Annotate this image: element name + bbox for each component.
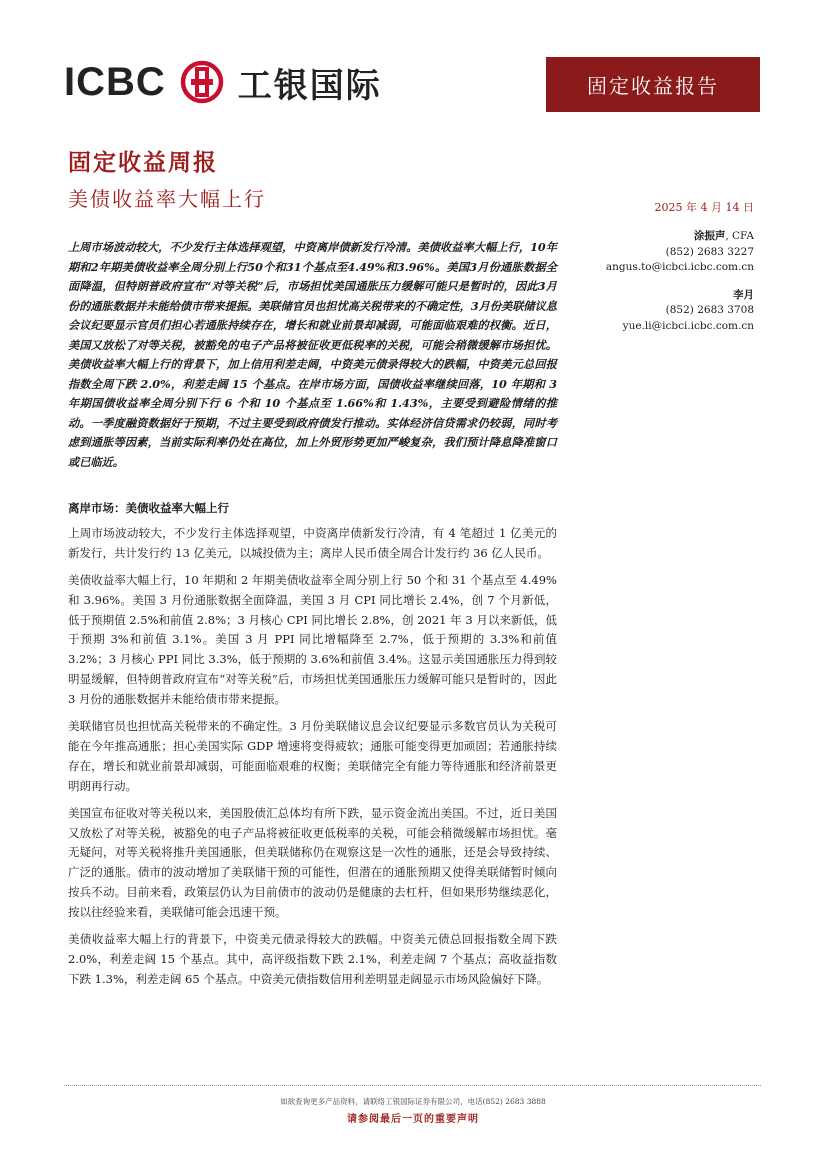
report-type-banner: 固定收益报告	[546, 57, 760, 112]
summary-block	[68, 238, 557, 472]
report-title: 固定收益周报	[68, 150, 218, 176]
analyst-suffix: , CFA	[725, 230, 754, 242]
analyst-card	[534, 229, 754, 276]
body-paragraph: 上周市场波动较大，不少发行主体选择观望，中资离岸债新发行冷清，有 4 笔超过 1 亿美元的新发行，共计发行约 13 亿美元，以城投债为主；离岸人民币债全周合计发行约 36 亿人民币。	[68, 526, 557, 560]
body-paragraph: 美债收益率大幅上行，10 年期和 2 年期美债收益率全周分别上行 50 个和 31 个基点至 4.49%和 3.96%。美国 3 月份通胀数据全面降温，美国 3 月 CPI 同比增长 2.4%，创 7 个月新低，低于预期值 2.5%和前值 2.8%；3 月核心 CPI 同比增长 2.8%，创 2021 年 3 月以来新低，低于预期 3%和前值 3.1%。美国 3 月 PPI 同比增幅降至 2.7%，低于预期的 3.3%和前值 3.2%；3 月核心 PPI 同比 3.3%，低于预期的 3.6%和前值 3.4%。这显示美国通胀压力得到较明显缓解，但特朗普政府宣布“对等关税”后，市场担忧美国通胀压力缓解可能只是暂时的，因此 3 月份的通胀数据并未能给债市带来提振。	[68, 573, 557, 706]
report-date: 2025 年 4 月 14 日	[654, 201, 754, 214]
logo-icbc-text: ICBC	[64, 59, 166, 104]
analyst-name: 涂振声	[693, 230, 726, 242]
analyst-email[interactable]: angus.to@icbci.icbc.com.cn	[605, 261, 754, 273]
body-text	[68, 524, 557, 997]
body-paragraph: 美国宣布征收对等关税以来，美国股债汇总体均有所下跌，显示资金流出美国。不过，近日美国又放松了对等关税，被豁免的电子产品将被征收更低税率的关税，可能会稍微缓解市场担忧。毫无疑问，对等关税将推升美国通胀，但美联储称仍在观察这是一次性的通胀，还是会导致持续、广泛的通胀。债市的波动增加了美联储干预的可能性，但潜在的通胀预期又使得美联储暂时倾向按兵不动。目前来看，政策层仍认为目前债市的波动仍是健康的去杠杆，但如果形势继续恶化，按以往经验来看，美联储可能会迅速干预。	[68, 805, 557, 919]
summary-text: 上周市场波动较大，不少发行主体选择观望，中资离岸债新发行冷清。美债收益率大幅上行，10年期和2年期美债收益率全周分别上行50个和31个基点至4.49%和3.96%。美国3月份通胀数据全面降温，但特朗普政府宣布“对等关税”后，市场担忧美国通胀压力缓解可能只是暂时的，因此3月份的通胀数据并未能给债市带来提振。美联储官员也担忧高关税带来的不确定性，3月份美联储议息会议纪要显示官员们担心若通胀持续存在，增长和就业前景却减弱，可能面临艰难的权衡。近日，美国又放松了对等关税，被豁免的电子产品将被征收更低税率的关税，可能会稍微缓解市场担忧。美债收益率大幅上行的背景下，加上信用利差走阔，中资美元债录得较大的跌幅，中资美元总回报指数全周下跌 2.0%，利差走阔 15 个基点。在岸市场方面，国债收益率继续回落，10 年期和 3 年期国债收益率全周分别下行 6 个和 10 个基点至 1.66%和 1.43%，主要受到避险情绪的推动。一季度融资数据好于预期，不过主要受到政府债发行推动。实体经济信贷需求仍较弱，同时考虑到通胀等因素，当前实际利率仍处在高位，加上外贸形势更加严峻复杂，我们预计降息降准窗口或已临近。	[68, 240, 557, 469]
analyst-phone: (852) 2683 3708	[665, 304, 754, 316]
logo-chinese-name: 工银国际	[237, 65, 382, 106]
analyst-email[interactable]: yue.li@icbci.icbc.com.cn	[622, 319, 754, 332]
icbc-seal-icon	[180, 60, 224, 104]
section-heading: 离岸市场：美债收益率大幅上行	[68, 501, 229, 515]
analyst-contacts	[534, 229, 754, 346]
analyst-card	[534, 288, 754, 335]
footer-contact-note: 如欲查询更多产品资料，请联络工银国际证券有限公司，电话(852) 2683 3888	[280, 1097, 546, 1106]
footer-disclaimer-link[interactable]: 请参阅最后一页的重要声明	[347, 1114, 479, 1125]
analyst-name-line	[534, 288, 754, 304]
analyst-phone: (852) 2683 3227	[665, 245, 754, 258]
analyst-name-line	[534, 229, 754, 245]
company-logo	[64, 56, 382, 108]
analyst-name: 李月	[733, 288, 754, 301]
report-subtitle: 美债收益率大幅上行	[68, 187, 266, 211]
body-paragraph: 美债收益率大幅上行的背景下，中资美元债录得较大的跌幅。中资美元债总回报指数全周下跌 2.0%，利差走阔 15 个基点。其中，高评级指数下跌 2.1%，利差走阔 7 个基点；高收益指数下跌 1.3%，利差走阔 65 个基点。中资美元债指数信用利差明显走阔显示市场风险偏好下降。	[68, 932, 557, 986]
body-paragraph: 美联储官员也担忧高关税带来的不确定性。3 月份美联储议息会议纪要显示多数官员认为关税可能在今年推高通胀；担心美国实际 GDP 增速将变得疲软；通胀可能变得更加顽固；若通胀持续存在，增长和就业前景却减弱，可能面临艰难的权衡；美联储完全有能力等待通胀和经济前景更明朗再行动。	[68, 719, 557, 793]
footer-divider	[64, 1085, 761, 1086]
